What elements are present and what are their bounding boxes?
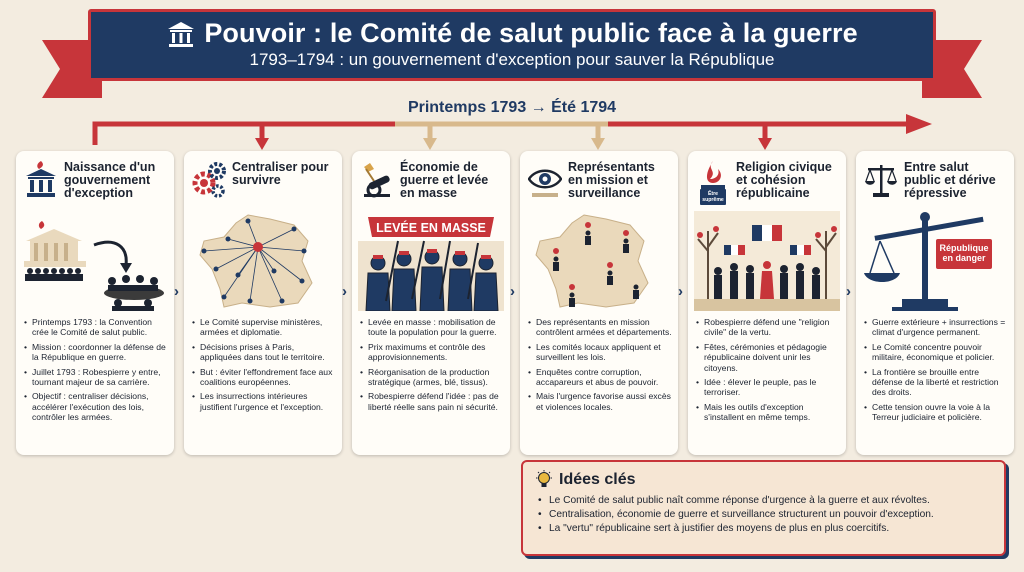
chevron-right-icon: › (342, 283, 347, 300)
card-header (360, 159, 502, 211)
list-item: • Des représentants en mission contrôlent armées et départements. (528, 317, 672, 338)
card-representants (520, 151, 678, 455)
card-title: Entre salut public et dérive répressive (904, 160, 996, 200)
list-item: • La frontière se brouille entre défense de la liberté et restriction des droits. (864, 367, 1008, 398)
list-item: • Juillet 1793 : Robespierre y entre, tournant majeur de sa carrière. (24, 367, 168, 388)
list-item: • Mais les outils d'exception s'installent en même temps. (696, 402, 840, 423)
scales-icon (864, 159, 898, 199)
list-item: • Cette tension ouvre la voie à la Terreur judiciaire et policière. (864, 402, 1008, 423)
card-header (528, 159, 670, 211)
key-ideas-header (535, 470, 992, 490)
list-item: • Réorganisation de la production stratégique (armes, blé, tissus). (360, 367, 504, 388)
key-ideas-title: Idées clés (559, 471, 636, 488)
eye-icon (528, 159, 562, 199)
card-title: Centraliser pour survivre (232, 160, 329, 187)
list-item: • Robespierre défend une "religion civile" de la vertu. (696, 317, 840, 338)
card-naissance (16, 151, 174, 455)
card-title: Représentants en mission et surveillance (568, 160, 655, 200)
etre-supreme-sign: Être suprême (700, 189, 726, 205)
cannon-icon (360, 159, 394, 199)
card-salut-public (856, 151, 1014, 455)
list-item: • Le Comité de salut public naît comme réponse d'urgence à la guerre et aux révoltes. (535, 494, 992, 508)
key-ideas-list (535, 494, 992, 536)
list-item: • Prix maximums et contrôle des approvisionnements. (360, 342, 504, 363)
card-bullets (360, 317, 504, 416)
bank-icon (24, 159, 58, 199)
republican-festival-illustration (694, 211, 840, 311)
card-bullets (696, 317, 840, 427)
list-item: • But : éviter l'effondrement face aux coalitions européennes. (192, 367, 336, 388)
chevron-right-icon: › (174, 283, 179, 300)
gears-icon (192, 159, 226, 199)
list-item: • Mission : coordonner la défense de la République en guerre. (24, 342, 168, 363)
list-item: • Enquêtes contre corruption, accapareurs et abus de pouvoir. (528, 367, 672, 388)
republique-en-danger-sign: République en danger (936, 239, 992, 269)
list-item: • Idée : élever le peuple, pas le terroriser. (696, 377, 840, 398)
page-subtitle: 1793–1794 : un gouvernement d'exception pour sauver la République (249, 50, 775, 69)
lightbulb-icon (535, 470, 553, 490)
card-bullets (864, 317, 1008, 427)
surveillance-map (526, 211, 672, 311)
card-title: Religion civique et cohésion républicaine (736, 160, 832, 200)
list-item: • Les insurrections intérieures justifient l'urgence et l'exception. (192, 391, 336, 412)
chevron-right-icon: › (678, 283, 683, 300)
card-title: Économie de guerre et levée en masse (400, 160, 489, 200)
card-header (864, 159, 1006, 211)
card-centraliser (184, 151, 342, 455)
convention-to-committee-illustration (22, 211, 168, 311)
period-label: Printemps 1793 → Été 1794 (407, 99, 617, 116)
chevron-right-icon: › (510, 283, 515, 300)
key-ideas-box (521, 460, 1006, 556)
list-item: • Mais l'urgence favorise aussi excès et violences locales. (528, 391, 672, 412)
list-item: • Robespierre défend l'idée : pas de liberté réelle sans pain ni sécurité. (360, 391, 504, 412)
card-religion (688, 151, 846, 455)
list-item: • Fêtes, cérémonies et pédagogie républicaine doivent unir les citoyens. (696, 342, 840, 373)
card-title: Naissance d'un gouvernement d'exception (64, 160, 156, 200)
list-item: • Guerre extérieure + insurrections = climat d'urgence permanent. (864, 317, 1008, 338)
list-item: • Centralisation, économie de guerre et surveillance structurent un pouvoir d'exception. (535, 508, 992, 522)
card-header (192, 159, 334, 211)
list-item: • La "vertu" républicaine sert à justifier des moyens de plus en plus coercitifs. (535, 522, 992, 536)
timeline-connectors (0, 0, 1024, 160)
card-bullets (528, 317, 672, 416)
levee-en-masse-illustration (358, 211, 504, 311)
list-item: • Les comités locaux appliquent et surveillent les lois. (528, 342, 672, 363)
list-item: • Objectif : centraliser décisions, accélérer l'exécution des lois, contrôler les armées. (24, 391, 168, 422)
levee-banner-text: LEVÉE EN MASSE (376, 221, 486, 235)
list-item: • Décisions prises à Paris, appliquées dans tout le territoire. (192, 342, 336, 363)
list-item: • Printemps 1793 : la Convention crée le Comité de salut public. (24, 317, 168, 338)
chevron-right-icon: › (846, 283, 851, 300)
list-item: • Le Comité concentre pouvoir militaire, économique et policier. (864, 342, 1008, 363)
list-item: • Levée en masse : mobilisation de toute la population pour la guerre. (360, 317, 504, 338)
france-network-map (190, 211, 336, 311)
page-title: Pouvoir : le Comité de salut public face à la guerre (204, 18, 858, 48)
list-item: • Le Comité supervise ministères, armées et diplomatie. (192, 317, 336, 338)
card-economie (352, 151, 510, 455)
card-header (24, 159, 166, 211)
card-bullets (24, 317, 168, 427)
card-bullets (192, 317, 336, 416)
